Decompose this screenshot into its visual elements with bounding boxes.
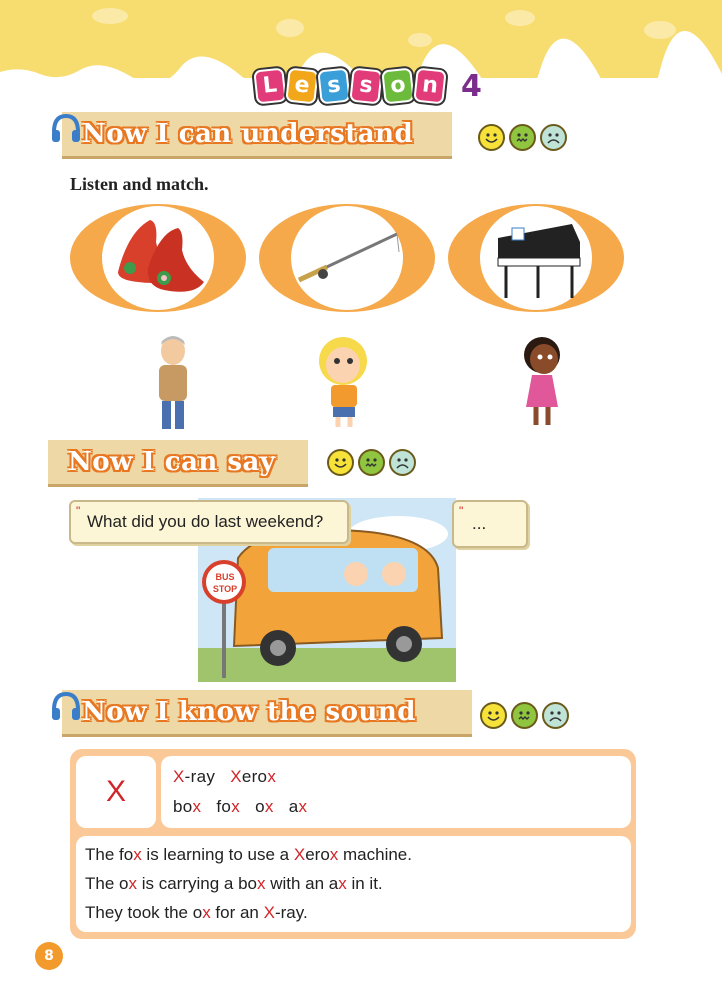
item-oval-shoes[interactable] <box>68 202 248 314</box>
lesson-number: 4 <box>461 68 482 104</box>
neutral-face-icon[interactable] <box>509 124 536 151</box>
lesson-letter: n <box>413 68 446 105</box>
phonics-sentence <box>85 903 308 923</box>
target-letter: x <box>256 874 266 893</box>
speech-bubble-question <box>69 500 349 544</box>
word-segment: fo <box>216 797 232 816</box>
answer-text: ... <box>472 514 487 533</box>
section-title-understand: Now I can understand <box>82 119 414 149</box>
word-segment: -ray. <box>274 903 308 922</box>
word-segment: ero <box>241 767 268 786</box>
lesson-letter: o <box>381 68 414 105</box>
self-rating-faces <box>327 449 416 476</box>
target-letter: x <box>329 845 339 864</box>
phonics-word-list <box>161 756 631 828</box>
lesson-title <box>255 64 482 108</box>
target-letter: x <box>264 797 274 816</box>
lesson-letter: e <box>285 68 318 105</box>
character-boy[interactable] <box>305 333 385 434</box>
neutral-face-icon[interactable] <box>511 702 538 729</box>
lesson-letter: s <box>317 68 350 105</box>
word-segment: for an <box>210 903 264 922</box>
page-number: 8 <box>35 942 63 970</box>
headphones-icon <box>50 112 80 146</box>
sad-face-icon[interactable] <box>389 449 416 476</box>
word-segment: a <box>288 797 299 816</box>
target-letter: X <box>293 845 306 864</box>
speech-bubble-answer <box>452 500 528 548</box>
phonics-words-line1 <box>173 767 276 787</box>
section-banner-say <box>48 440 308 487</box>
section-banner-sound <box>62 690 472 737</box>
bubble-quote-mark: " <box>459 504 464 518</box>
self-rating-faces <box>478 124 567 151</box>
word-segment: with an a <box>265 874 339 893</box>
word-segment: machine. <box>338 845 412 864</box>
phonics-sentences <box>76 836 631 932</box>
happy-face-icon[interactable] <box>478 124 505 151</box>
item-oval-piano[interactable] <box>446 202 626 314</box>
lesson-letter: L <box>253 68 286 105</box>
item-oval-fishing-rod[interactable] <box>257 202 437 314</box>
sad-face-icon[interactable] <box>540 124 567 151</box>
word-segment: The o <box>85 874 129 893</box>
target-letter: x <box>133 845 142 864</box>
happy-face-icon[interactable] <box>480 702 507 729</box>
question-text: What did you do last weekend? <box>87 512 324 531</box>
target-letter: x <box>267 767 277 786</box>
phonics-sentence <box>85 845 412 865</box>
bus-stop-sign-line2: STOP <box>212 584 238 594</box>
target-letter: x <box>231 797 240 816</box>
target-letter: x <box>128 874 137 893</box>
instruction-text: Listen and match. <box>70 174 209 194</box>
sad-face-icon[interactable] <box>542 702 569 729</box>
word-segment: in it. <box>346 874 383 893</box>
bubble-quote-mark: " <box>76 504 81 518</box>
word-segment: is learning to use a <box>141 845 294 864</box>
phonics-letter: X <box>76 756 156 828</box>
target-letter: X <box>173 767 185 786</box>
word-segment: The fo <box>85 845 134 864</box>
target-letter: x <box>338 874 347 893</box>
phonics-sentence <box>85 874 383 894</box>
target-letter: x <box>192 797 202 816</box>
phonics-words-line2 <box>173 797 307 817</box>
section-title-say: Now I can say <box>68 447 276 477</box>
target-letter: X <box>230 767 242 786</box>
target-letter: X <box>263 903 275 922</box>
target-letter: x <box>202 903 211 922</box>
bus-stop-sign-line1: BUS <box>215 572 235 582</box>
word-segment: o <box>255 797 265 816</box>
word-segment: They took the o <box>85 903 203 922</box>
section-banner-understand <box>62 112 452 159</box>
character-grandpa[interactable] <box>148 333 198 438</box>
lesson-letter: s <box>349 68 382 105</box>
word-segment: bo <box>173 797 193 816</box>
happy-face-icon[interactable] <box>327 449 354 476</box>
word-segment: is carrying a bo <box>136 874 257 893</box>
character-girl[interactable] <box>510 333 574 434</box>
word-segment: ero <box>305 845 330 864</box>
headphones-icon <box>50 690 80 724</box>
neutral-face-icon[interactable] <box>358 449 385 476</box>
self-rating-faces <box>480 702 569 729</box>
target-letter: x <box>298 797 308 816</box>
word-segment: -ray <box>184 767 216 786</box>
section-title-sound: Now I know the sound <box>82 697 416 727</box>
